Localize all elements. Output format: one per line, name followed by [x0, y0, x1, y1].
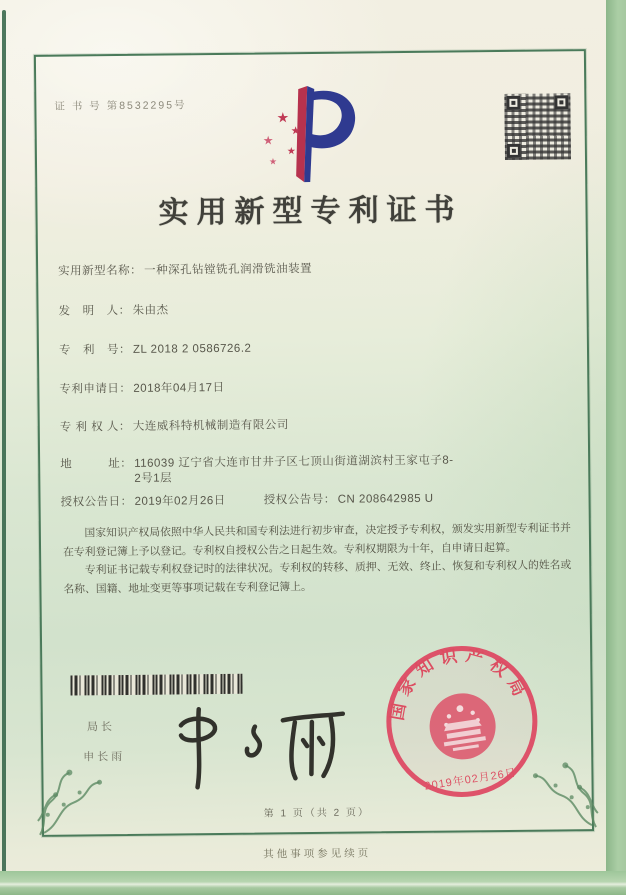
- official-seal: [372, 632, 552, 812]
- paragraph-2: 专利证书记载专利权登记时的法律状况。专利权的转移、质押、无效、终止、恢复和专利权人的姓名或名称、国籍、地址变更等事项记载在专利登记簿上。: [63, 559, 572, 596]
- photo-right-edge: [606, 0, 626, 895]
- field-value: ZL 2018 2 0586726.2: [132, 342, 252, 356]
- field-label: 实用新型名称：: [58, 264, 143, 278]
- qr-code-icon: [504, 93, 571, 160]
- field-value: 一种深孔钻镗铣孔润滑铣油装置: [144, 262, 313, 277]
- field-label: 地 址：: [60, 457, 133, 471]
- field-value: 朱由杰: [132, 304, 169, 317]
- statutory-text: [63, 519, 572, 599]
- svg-text:★: ★: [276, 110, 290, 127]
- barcode-icon: [70, 674, 242, 696]
- svg-text:★: ★: [290, 124, 301, 138]
- seal-date: 2019年02月26日: [423, 766, 518, 793]
- continuation-note: 其他事项参见续页: [263, 847, 372, 861]
- field-label: 授权公告日：: [60, 495, 133, 509]
- field-value: 2018年04月17日: [133, 381, 225, 395]
- certificate-title: 实用新型专利证书: [158, 193, 463, 230]
- field-row-address: [60, 454, 456, 488]
- page-indicator: 第 1 页（共 2 页）: [263, 807, 371, 820]
- signer-title: 局长: [86, 721, 115, 734]
- seal-ring-text: 国家知识产权局: [387, 645, 532, 722]
- field-value: 116039 辽宁省大连市甘井子区七顶山街道湖滨村王家屯子8-2号1层: [134, 454, 454, 485]
- field-value: CN 208642985 U: [337, 492, 434, 506]
- field-row-patentee: [60, 418, 289, 435]
- svg-text:★: ★: [262, 133, 274, 148]
- signer-name: 申长雨: [83, 750, 126, 764]
- photo-left-edge: [2, 10, 6, 878]
- grant-date-pair: [60, 494, 225, 511]
- signature-handwriting: [155, 694, 356, 796]
- field-label: 发 明 人：: [58, 304, 131, 318]
- field-value: 2019年02月26日: [134, 494, 226, 508]
- field-label: 授权公告号：: [263, 493, 336, 507]
- grant-number-pair: [264, 492, 434, 509]
- cnipa-patent-logo-icon: [248, 83, 367, 192]
- field-row-invention-name: [58, 262, 312, 280]
- field-label: 专利申请日：: [59, 382, 132, 396]
- field-row-filing-date: [59, 381, 224, 398]
- field-row-patent-number: [59, 342, 252, 359]
- photo-bottom-edge: [0, 871, 626, 895]
- svg-text:★: ★: [286, 146, 296, 158]
- field-row-inventor: [58, 304, 168, 320]
- paragraph-1: 国家知识产权局依照中华人民共和国专利法进行初步审查，决定授予专利权，颁发实用新型专利证书并在专利登记簿上予以登记。专利权自授权公告之日起生效。专利权期限为十年，自申请日起算。: [63, 522, 571, 559]
- field-value: 大连威科特机械制造有限公司: [132, 419, 289, 433]
- field-label: 专 利 号：: [58, 343, 132, 357]
- certificate-number: 证 书 号 第8532295号: [54, 99, 187, 113]
- field-label: 专 利 权 人：: [59, 420, 131, 434]
- svg-text:★: ★: [268, 157, 278, 168]
